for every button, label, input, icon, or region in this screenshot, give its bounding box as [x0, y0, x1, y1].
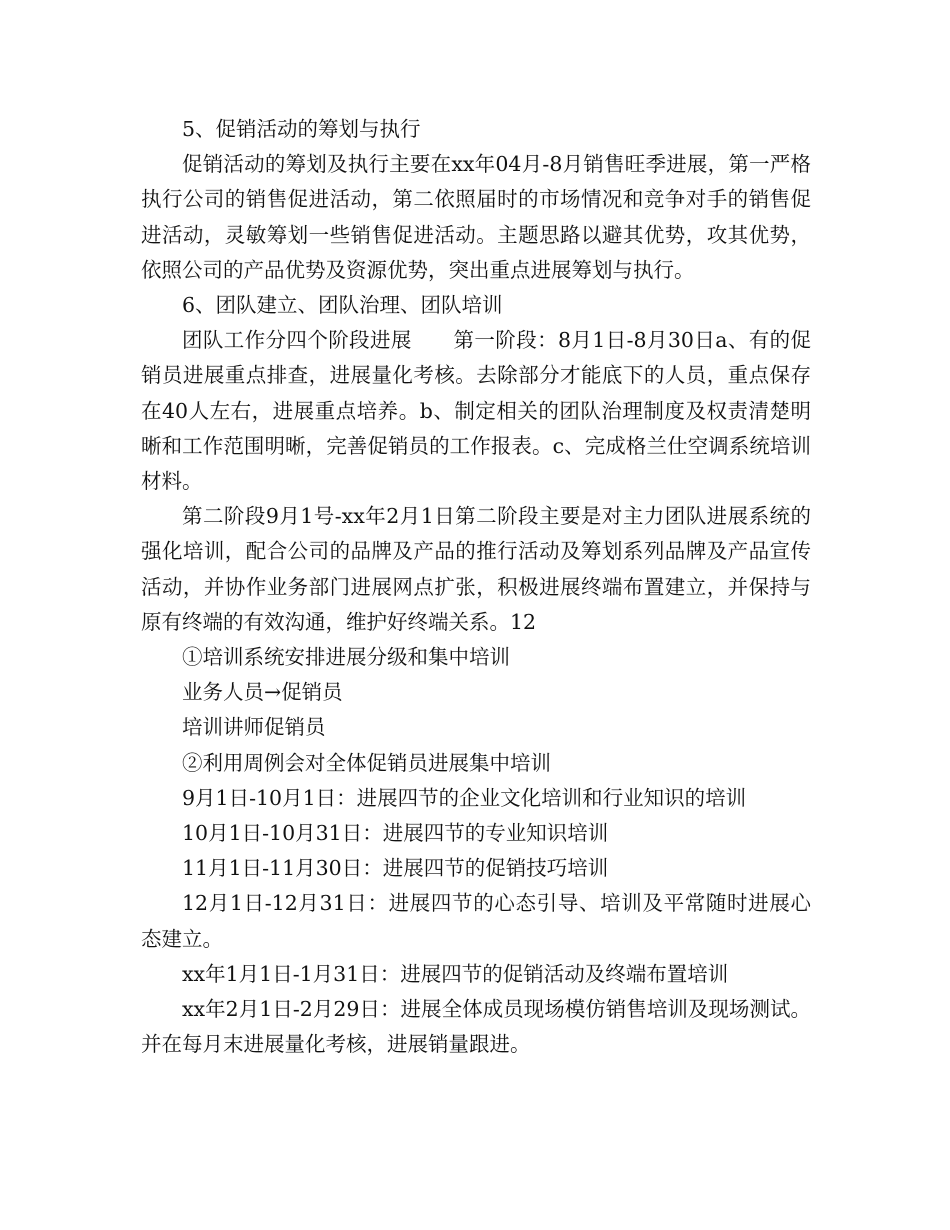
schedule-item-december: 12月1日-12月31日：进展四节的心态引导、培训及平常随时进展心态建立。 — [141, 891, 811, 951]
schedule-item-february: xx年2月1日-2月29日：进展全体成员现场模仿销售培训及现场测试。并在每月末进展量化考核，进展销量跟进。 — [141, 997, 811, 1057]
schedule-item-november: 11月1日-11月30日：进展四节的促销技巧培训 — [182, 856, 609, 881]
paragraph-team-phase-two: 第二阶段9月1号-xx年2月1日第二阶段主要是对主力团队进展系统的强化培训，配合公司的品牌及产品的推行活动及筹划系列品牌及产品宣传活动，并协作业务部门进展网点扩张，积极进展终端布置建立，并保持与原有终端的有效沟通，维护好终端关系。12 — [141, 504, 811, 634]
list-item-trainer-promoter: 培训讲师促销员 — [182, 715, 326, 740]
section-heading-team: 6、团队建立、团队治理、团队培训 — [182, 293, 503, 318]
section-heading-promotion: 5、促销活动的筹划与执行 — [182, 117, 421, 141]
list-item-weekly-meeting: ②利用周例会对全体促销员进展集中培训 — [182, 750, 551, 775]
document-page — [141, 112, 811, 1062]
paragraph-team-phase-one: 团队工作分四个阶段进展 第一阶段：8月1日-8月30日a、有的促销员进展重点排查，进展量化考核。去除部分才能底下的人员，重点保存在40人左右，进展重点培养。b、制定相关的团队治理制度及权责清楚明晰和工作范围明晰，完善促销员的工作报表。c、完成格兰仕空调系统培训材料。 — [141, 328, 811, 494]
paragraph-promotion-body: 促销活动的筹划及执行主要在xx年04月-8月销售旺季进展，第一严格执行公司的销售促进活动，第二依照届时的市场情况和竞争对手的销售促进活动，灵敏筹划一些销售促进活动。主题思路以避其优势，攻其优势，依照公司的产品优势及资源优势，突出重点进展筹划与执行。 — [141, 152, 811, 282]
list-item-business-to-promoter: 业务人员→促销员 — [182, 680, 343, 705]
schedule-item-january: xx年1月1日-1月31日：进展四节的促销活动及终端布置培训 — [182, 961, 729, 986]
schedule-item-october: 10月1日-10月31日：进展四节的专业知识培训 — [182, 821, 609, 846]
schedule-item-september: 9月1日-10月1日：进展四节的企业文化培训和行业知识的培训 — [182, 785, 747, 810]
list-item-training-system: ①培训系统安排进展分级和集中培训 — [182, 645, 510, 670]
